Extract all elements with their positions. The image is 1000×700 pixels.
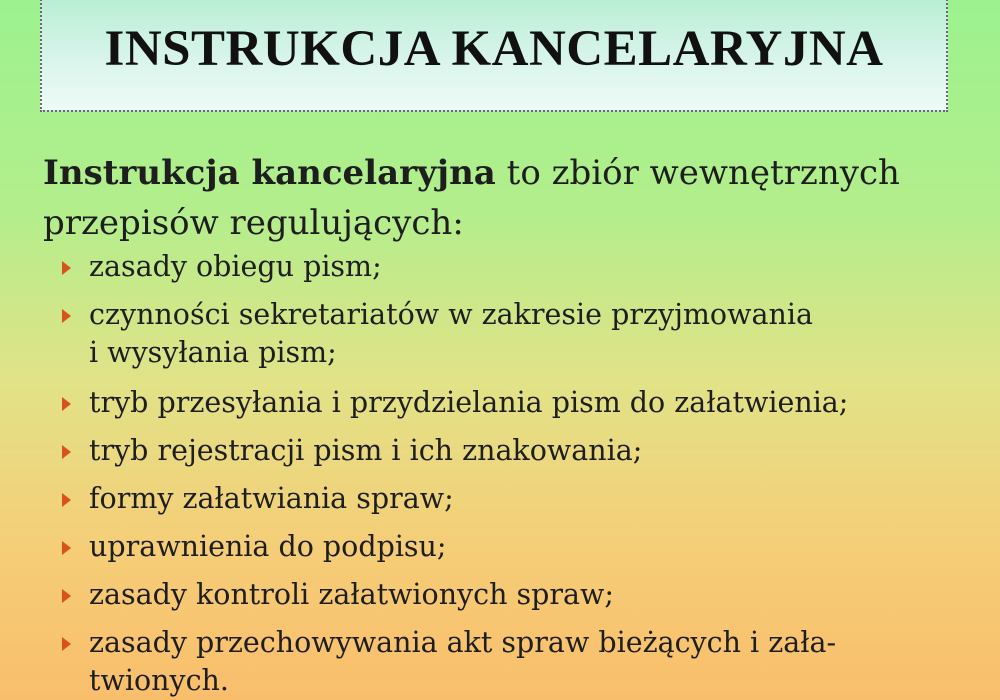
bullet-icon — [62, 541, 71, 555]
intro-paragraph — [43, 148, 973, 248]
intro-line-1 — [43, 148, 973, 198]
bullet-icon — [62, 493, 71, 507]
list-item-text — [89, 296, 813, 372]
list-item-line: zasady obiegu pism; — [89, 250, 382, 283]
slide-title: INSTRUKCJA KANCELARYJNA — [104, 21, 884, 77]
bullet-icon — [62, 309, 71, 323]
list-item-text — [89, 432, 642, 470]
list-item-line: zasady kontroli załatwionych spraw; — [89, 578, 615, 611]
list-item-line: i wysyłania pism; — [89, 336, 337, 369]
list-item-text — [89, 624, 836, 700]
bullet-icon — [62, 397, 71, 411]
list-item-line: twionych. — [89, 664, 229, 697]
list-item-line: czynności sekretariatów w zakresie przyjmowania — [89, 298, 813, 331]
list-item-line: tryb przesyłania i przydzielania pism do załatwienia; — [89, 386, 849, 419]
bullet-icon — [62, 445, 71, 459]
bullet-icon — [62, 589, 71, 603]
intro-line-1-rest: to zbiór wewnętrznych — [495, 153, 900, 193]
list-item-text — [89, 248, 382, 286]
intro-bold-term: Instrukcja kancelaryjna — [43, 153, 496, 193]
list-item-text — [89, 384, 848, 422]
bullet-icon — [62, 261, 71, 275]
bullet-icon — [62, 637, 71, 651]
list-item-line: formy załatwiania spraw; — [89, 482, 454, 515]
list-item-text — [89, 528, 447, 566]
list-item-text — [89, 576, 614, 614]
list-item-line: tryb rejestracji pism i ich znakowania; — [89, 434, 643, 467]
list-item-line: zasady przechowywania akt spraw bieżących i zała- — [89, 626, 837, 659]
title-box — [40, 0, 948, 112]
list-item-line: uprawnienia do podpisu; — [89, 530, 447, 563]
intro-line-2: przepisów regulujących: — [43, 203, 464, 243]
list-item-text — [89, 480, 454, 518]
